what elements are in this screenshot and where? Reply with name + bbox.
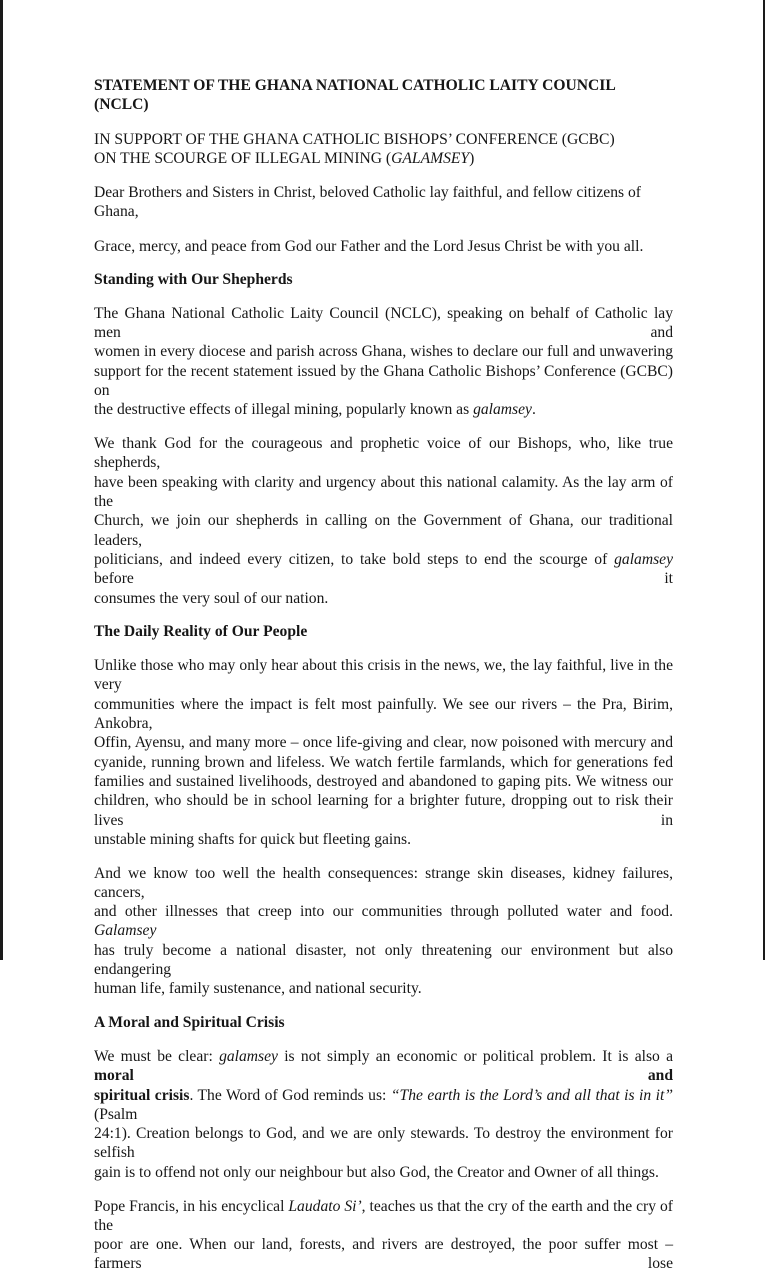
- section-heading-moral-spiritual-crisis: A Moral and Spiritual Crisis: [94, 1014, 285, 1032]
- galamsey-italic: GALAMSEY: [391, 149, 470, 167]
- document-subtitle: [94, 130, 673, 169]
- line: [94, 1197, 673, 1236]
- subtitle-line-2: [94, 149, 673, 168]
- galamsey-italic: galamsey: [219, 1047, 278, 1065]
- line: support for the recent statement issued by the Ghana Catholic Bishops’ Conference (GCBC) on: [94, 362, 673, 400]
- line: poor are one. When our land, forests, and rivers are destroyed, the poor suffer most – farmers lose: [94, 1236, 673, 1273]
- paragraph: [94, 656, 673, 849]
- salutation: Dear Brothers and Sisters in Christ, beloved Catholic lay faithful, and fellow citizens of Ghana,: [94, 184, 641, 221]
- line: 24:1). Creation belongs to God, and we are only stewards. To destroy the environment for selfish: [94, 1125, 673, 1162]
- line: communities where the impact is felt most painfully. We see our rivers – the Pra, Birim, Ankobra,: [94, 695, 673, 733]
- line: gain is to offend not only our neighbour but also God, the Creator and Owner of all things.: [94, 1163, 659, 1181]
- text: before it: [94, 570, 673, 588]
- galamsey-italic: Galamsey: [94, 922, 157, 940]
- paragraph: [94, 434, 673, 608]
- bold-text: moral and: [94, 1067, 673, 1085]
- text: (Psalm: [94, 1105, 138, 1123]
- galamsey-italic: galamsey: [614, 550, 673, 568]
- line: Church, we join our shepherds in calling on the Government of Ghana, our traditional leaders,: [94, 512, 673, 549]
- line: have been speaking with clarity and urgency about this national calamity. As the lay arm of the: [94, 473, 673, 511]
- line: [94, 1086, 673, 1125]
- subtitle-text: ): [469, 149, 475, 167]
- paragraph: [94, 304, 673, 420]
- line: [94, 1047, 673, 1086]
- line: The Ghana National Catholic Laity Council (NCLC), speaking on behalf of Catholic lay men and: [94, 304, 673, 342]
- scripture-quote: “The earth is the Lord’s and all that is in it”: [390, 1086, 673, 1104]
- text: and other illnesses that creep into our communities through polluted water and food.: [94, 903, 673, 921]
- line: [94, 400, 673, 419]
- text: .: [531, 401, 536, 419]
- line: families and sustained livelihoods, destroyed and abandoned to gaping pits. We witness our: [94, 772, 673, 790]
- paragraph: [94, 864, 673, 999]
- encyclical-title: Laudato Si’: [288, 1197, 362, 1215]
- section-heading-daily-reality: The Daily Reality of Our People: [94, 623, 308, 641]
- bold-text: spiritual crisis: [94, 1086, 190, 1104]
- line: unstable mining shafts for quick but fleeting gains.: [94, 830, 412, 848]
- text: We must be clear:: [94, 1047, 220, 1065]
- section-heading-standing-with-our-shepherds: Standing with Our Shepherds: [94, 271, 293, 289]
- line: We thank God for the courageous and prophetic voice of our Bishops, who, like true shepherds,: [94, 435, 673, 472]
- line: has truly become a national disaster, not only threatening our environment but also endangering: [94, 941, 673, 979]
- subtitle-line-1: IN SUPPORT OF THE GHANA CATHOLIC BISHOPS’ CONFERENCE (GCBC): [94, 130, 615, 148]
- galamsey-italic: galamsey: [473, 401, 532, 419]
- line: Unlike those who may only hear about this crisis in the news, we, the lay faithful, live in the very: [94, 657, 673, 694]
- text: politicians, and indeed every citizen, to take bold steps to end the scourge of: [94, 550, 615, 568]
- line: human life, family sustenance, and national security.: [94, 980, 422, 998]
- line: women in every diocese and parish across Ghana, wishes to declare our full and unwavering: [94, 343, 673, 361]
- line: [94, 550, 673, 589]
- line: children, who should be in school learning for a brighter future, dropping out to risk their lives in: [94, 792, 673, 829]
- text: . The Word of God reminds us:: [189, 1086, 391, 1104]
- document-title: STATEMENT OF THE GHANA NATIONAL CATHOLIC LAITY COUNCIL (NCLC): [94, 77, 615, 114]
- document-page: [94, 76, 673, 1288]
- line: Offin, Ayensu, and many more – once life-giving and clear, now poisoned with mercury and: [94, 734, 673, 752]
- line: [94, 902, 673, 941]
- line: And we know too well the health consequences: strange skin diseases, kidney failures, cancers,: [94, 864, 673, 901]
- text: the destructive effects of illegal mining, popularly known as: [94, 401, 474, 419]
- text: is not simply an economic or political problem. It is also a: [277, 1047, 673, 1065]
- text: Pope Francis, in his encyclical: [94, 1197, 289, 1215]
- greeting: Grace, mercy, and peace from God our Father and the Lord Jesus Christ be with you all.: [94, 237, 644, 255]
- subtitle-text: ON THE SCOURGE OF ILLEGAL MINING (: [94, 149, 392, 167]
- text: , teaches us that the cry of the earth and the cry of the: [94, 1197, 673, 1234]
- paragraph: [94, 1047, 673, 1182]
- paragraph: [94, 1197, 673, 1274]
- left-border: [0, 0, 3, 960]
- line: consumes the very soul of our nation.: [94, 589, 329, 607]
- line: cyanide, running brown and lifeless. We watch fertile farmlands, which for generations fed: [94, 753, 673, 771]
